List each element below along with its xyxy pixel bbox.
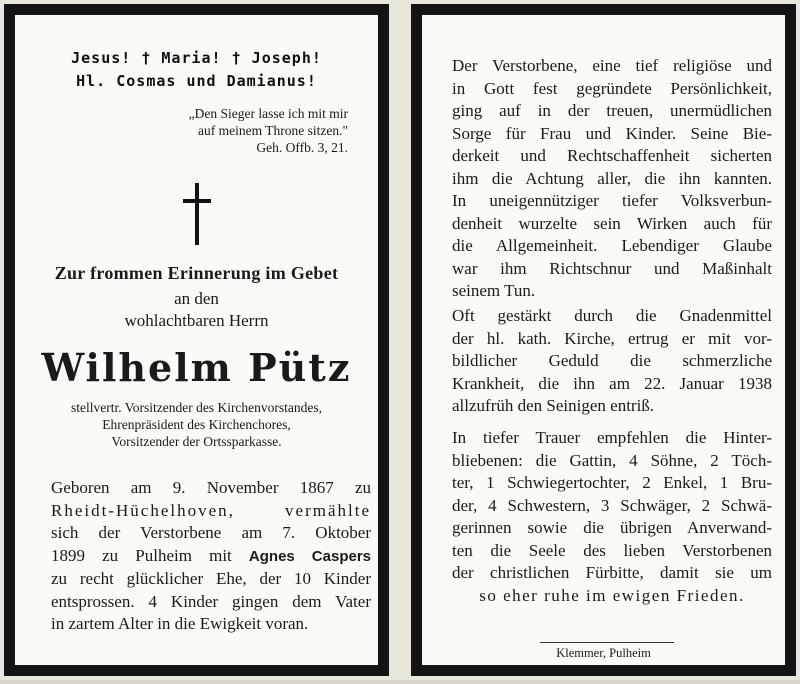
paragraph-line: war ihm Richtschnur und Maßinhalt [452, 258, 772, 278]
printer-name: Klemmer, Pulheim [556, 646, 651, 660]
paragraph-line: In uneigennütziger tiefer Volksverbun- [452, 191, 772, 210]
paragraph-line: ten die Seele des lieben Verstorbenen [452, 540, 772, 560]
paragraph-line: allzufrüh den Seinigen entriß. [452, 396, 655, 415]
invocation-line-1: Jesus! † Maria! † Joseph! [71, 49, 322, 67]
bio-line: entsprossen. 4 Kinder gingen dem Vater [51, 591, 371, 611]
right-card [411, 4, 796, 676]
title-line-2: Ehrenpräsident des Kirchenchores, [102, 417, 291, 432]
paragraph-line: Sorge für Frau und Kinder. Seine Bie- [452, 123, 772, 143]
printer-divider [540, 642, 674, 643]
paragraph-line: bildlicher Geduld die schmerzliche [452, 351, 772, 370]
invocation-line-2: Hl. Cosmas und Damianus! [76, 72, 317, 90]
bio-line: zu recht glücklicher Ehe, der 10 Kinder [51, 569, 371, 588]
bio-line: in zartem Alter in die Ewigkeit voran. [51, 614, 309, 633]
paragraph-line: ihm die Achtung aller, die ihn kannten. [452, 168, 772, 188]
paragraph-line: bliebenen: die Gattin, 4 Söhne, 2 Töch- [452, 450, 772, 470]
deceased-name: Wilhelm Pütz [41, 345, 352, 390]
paragraph-line: ter, 1 Schwiegertochter, 2 Enkel, 1 Bru- [452, 473, 772, 492]
title-line-3: Vorsitzender der Ortssparkasse. [111, 434, 282, 449]
quote-line-2: auf meinem Throne sitzen." [198, 123, 348, 138]
paragraph-line: Der Verstorbene, eine tief religiöse und [452, 56, 772, 75]
paragraph-line: in Gott fest gegründete Persönlichkeit, [452, 78, 772, 98]
bio-line: 1899 zu Pulheim mit [51, 545, 232, 565]
bio-line: Rheidt-Hüchelhoven, vermählte [51, 500, 371, 520]
paragraph-line: so eher ruhe im ewigen Frieden. [479, 585, 745, 605]
honorific: wohlachtbaren Herrn [124, 311, 269, 330]
paragraph-line: ging auf in der treuen, unermüdlichen [452, 101, 772, 120]
bio-line-marriage [51, 545, 371, 569]
an-den: an den [174, 289, 219, 308]
paragraph-line: Oft gestärkt durch die Gnadenmittel [452, 306, 772, 325]
paragraph-line: derkeit und Rechtschaffenheit sicherten [452, 146, 772, 165]
illness-paragraph [452, 305, 772, 418]
quote-line-1: „Den Sieger lasse ich mit mir [188, 106, 348, 121]
scan-bottom-edge [0, 680, 800, 684]
paragraph-line: der, 4 Schwestern, 3 Schwäger, 2 Schwä- [452, 495, 772, 515]
bio-line: Geboren am 9. November 1867 zu [51, 478, 371, 497]
bio-line: sich der Verstorbene am 7. Oktober [51, 523, 371, 542]
paragraph-line: seinem Tun. [452, 281, 536, 300]
spouse-name: Agnes Caspers [248, 547, 372, 565]
biography-paragraph [51, 477, 371, 636]
cross-icon [183, 183, 211, 245]
mourning-paragraph [452, 427, 772, 607]
left-card [4, 4, 389, 676]
character-paragraph [452, 55, 772, 303]
paragraph-line: die Allgemeinheit. Lebendiger Glaube [452, 236, 772, 255]
title-line-1: stellvertr. Vorsitzender des Kirchenvorstandes, [70, 400, 323, 415]
paragraph-line: In tiefer Trauer empfehlen die Hinter- [452, 428, 772, 447]
paragraph-line: denheit wurzelte sein Wirken auch für [452, 213, 772, 233]
paragraph-line: der christlichen Fürbitte, damit sie um [452, 563, 772, 582]
remembrance-heading: Zur frommen Erinnerung im Gebet [54, 263, 339, 283]
paragraph-line: der hl. kath. Kirche, ertrug er mit vor- [452, 328, 772, 348]
quote-reference: Geh. Offb. 3, 21. [256, 140, 348, 155]
paragraph-line: Krankheit, die ihn am 22. Januar 1938 [452, 373, 772, 393]
paragraph-line: gerinnen sowie die übrigen Anverwand- [452, 518, 772, 537]
